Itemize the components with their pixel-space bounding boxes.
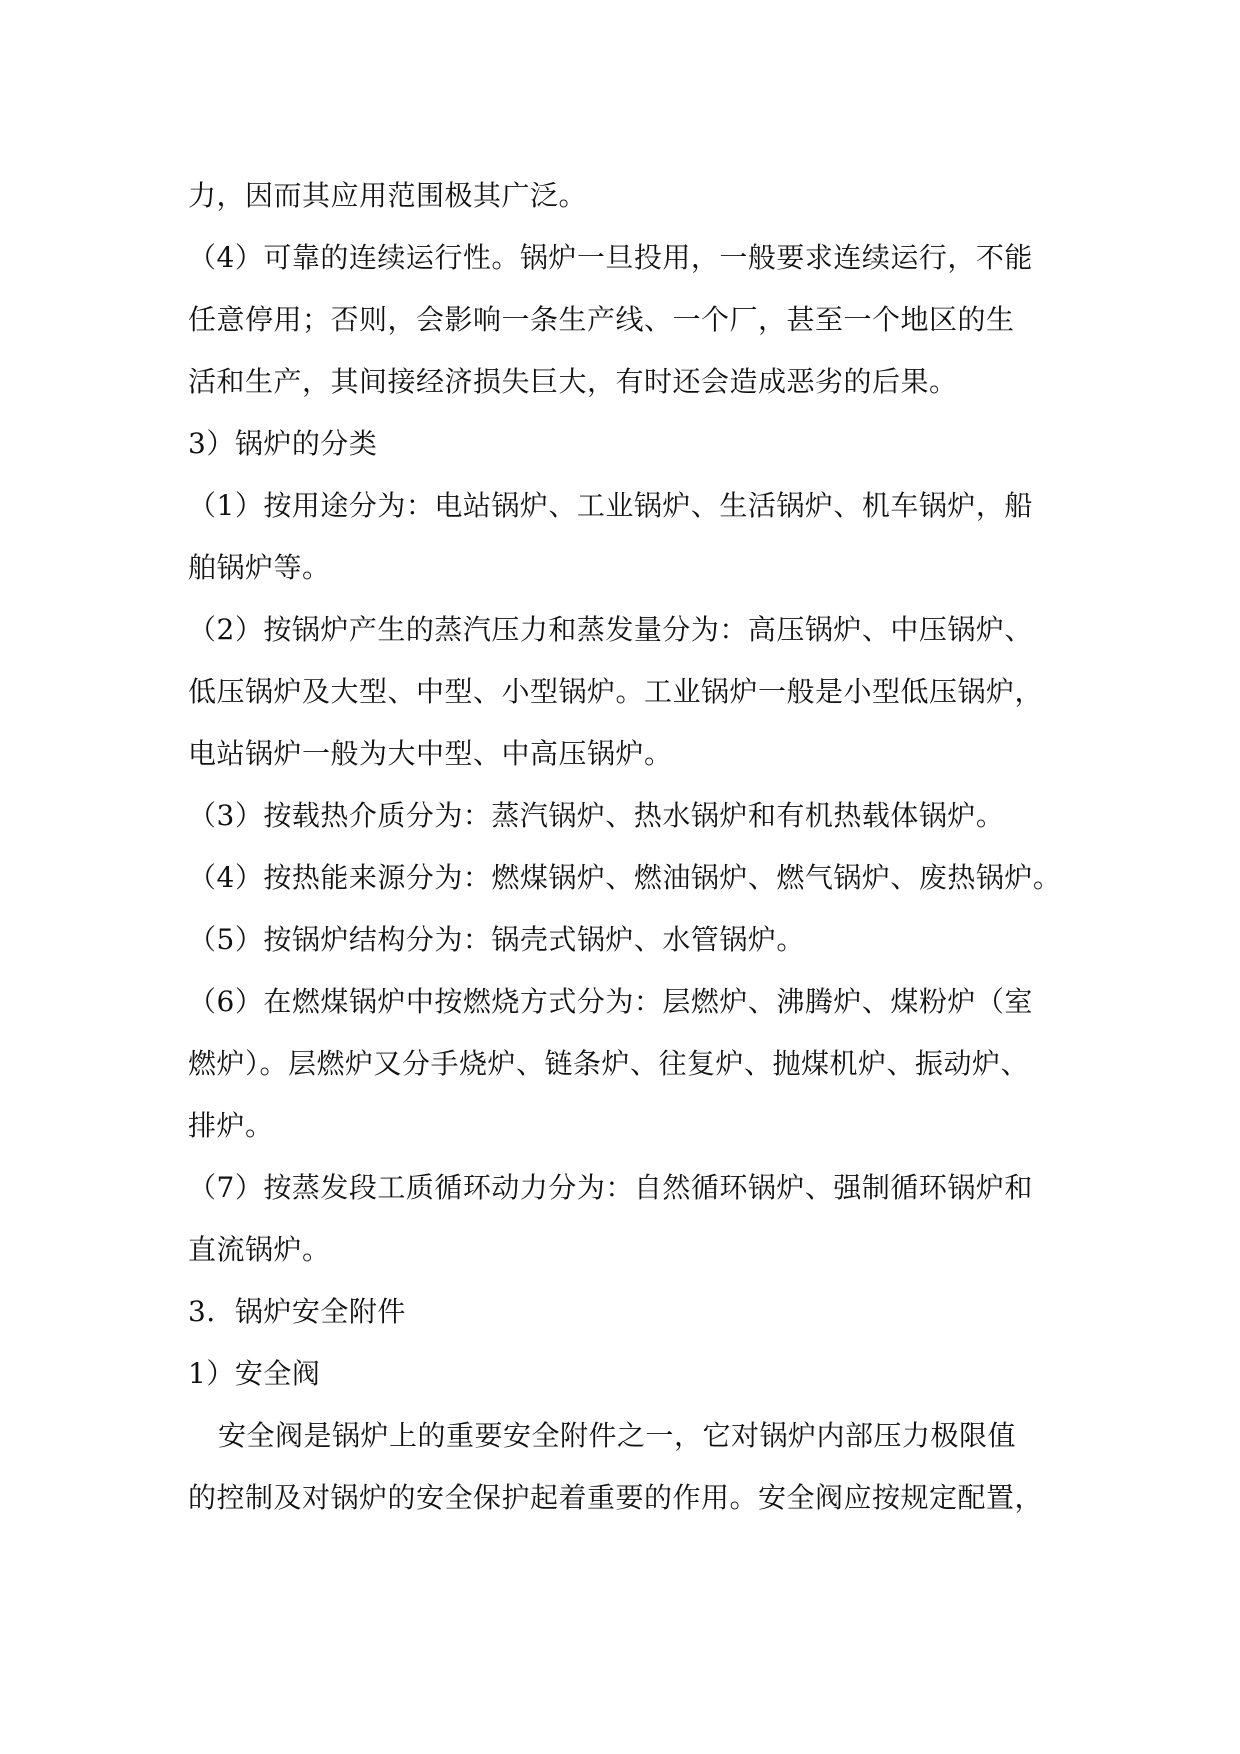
text-line: （4）按热能来源分为：燃煤锅炉、燃油锅炉、燃气锅炉、废热锅炉。 xyxy=(188,861,1062,894)
text-line: （2）按锅炉产生的蒸汽压力和蒸发量分为：高压锅炉、中压锅炉、 xyxy=(188,613,1033,646)
text-line: 燃炉）。层燃炉又分手烧炉、链条炉、往复炉、抛煤机炉、振动炉、 xyxy=(188,1047,1030,1080)
text-line: （6）在燃煤锅炉中按燃烧方式分为：层燃炉、沸腾炉、煤粉炉（室 xyxy=(188,985,1033,1018)
text-line: 力，因而其应用范围极其广泛。 xyxy=(188,179,588,212)
section-heading: 3）锅炉的分类 xyxy=(188,427,378,460)
text-line: （3）按载热介质分为：蒸汽锅炉、热水锅炉和有机热载体锅炉。 xyxy=(188,799,1005,832)
text-line: （5）按锅炉结构分为：锅壳式锅炉、水管锅炉。 xyxy=(188,923,805,956)
text-line: 的控制及对锅炉的安全保护起着重要的作用。安全阀应按规定配置， xyxy=(188,1481,1044,1514)
text-line: 任意停用；否则，会影响一条生产线、一个厂，甚至一个地区的生 xyxy=(188,303,1015,336)
text-line: 低压锅炉及大型、中型、小型锅炉。工业锅炉一般是小型低压锅炉， xyxy=(188,675,1044,708)
text-line: （1）按用途分为：电站锅炉、工业锅炉、生活锅炉、机车锅炉，船 xyxy=(188,489,1033,522)
text-line: （4）可靠的连续运行性。锅炉一旦投用，一般要求连续运行，不能 xyxy=(188,241,1033,274)
text-line: 安全阀是锅炉上的重要安全附件之一，它对锅炉内部压力极限值 xyxy=(218,1419,1017,1452)
text-line: 活和生产，其间接经济损失巨大，有时还会造成恶劣的后果。 xyxy=(188,365,958,398)
subsection-heading: 1）安全阀 xyxy=(188,1357,321,1390)
section-heading: 3．锅炉安全附件 xyxy=(188,1295,406,1328)
text-line: （7）按蒸发段工质循环动力分为：自然循环锅炉、强制循环锅炉和 xyxy=(188,1171,1033,1204)
text-line: 排炉。 xyxy=(188,1109,274,1142)
text-line: 电站锅炉一般为大中型、中高压锅炉。 xyxy=(188,737,673,770)
text-line: 直流锅炉。 xyxy=(188,1233,331,1266)
text-line: 舶锅炉等。 xyxy=(188,551,331,584)
